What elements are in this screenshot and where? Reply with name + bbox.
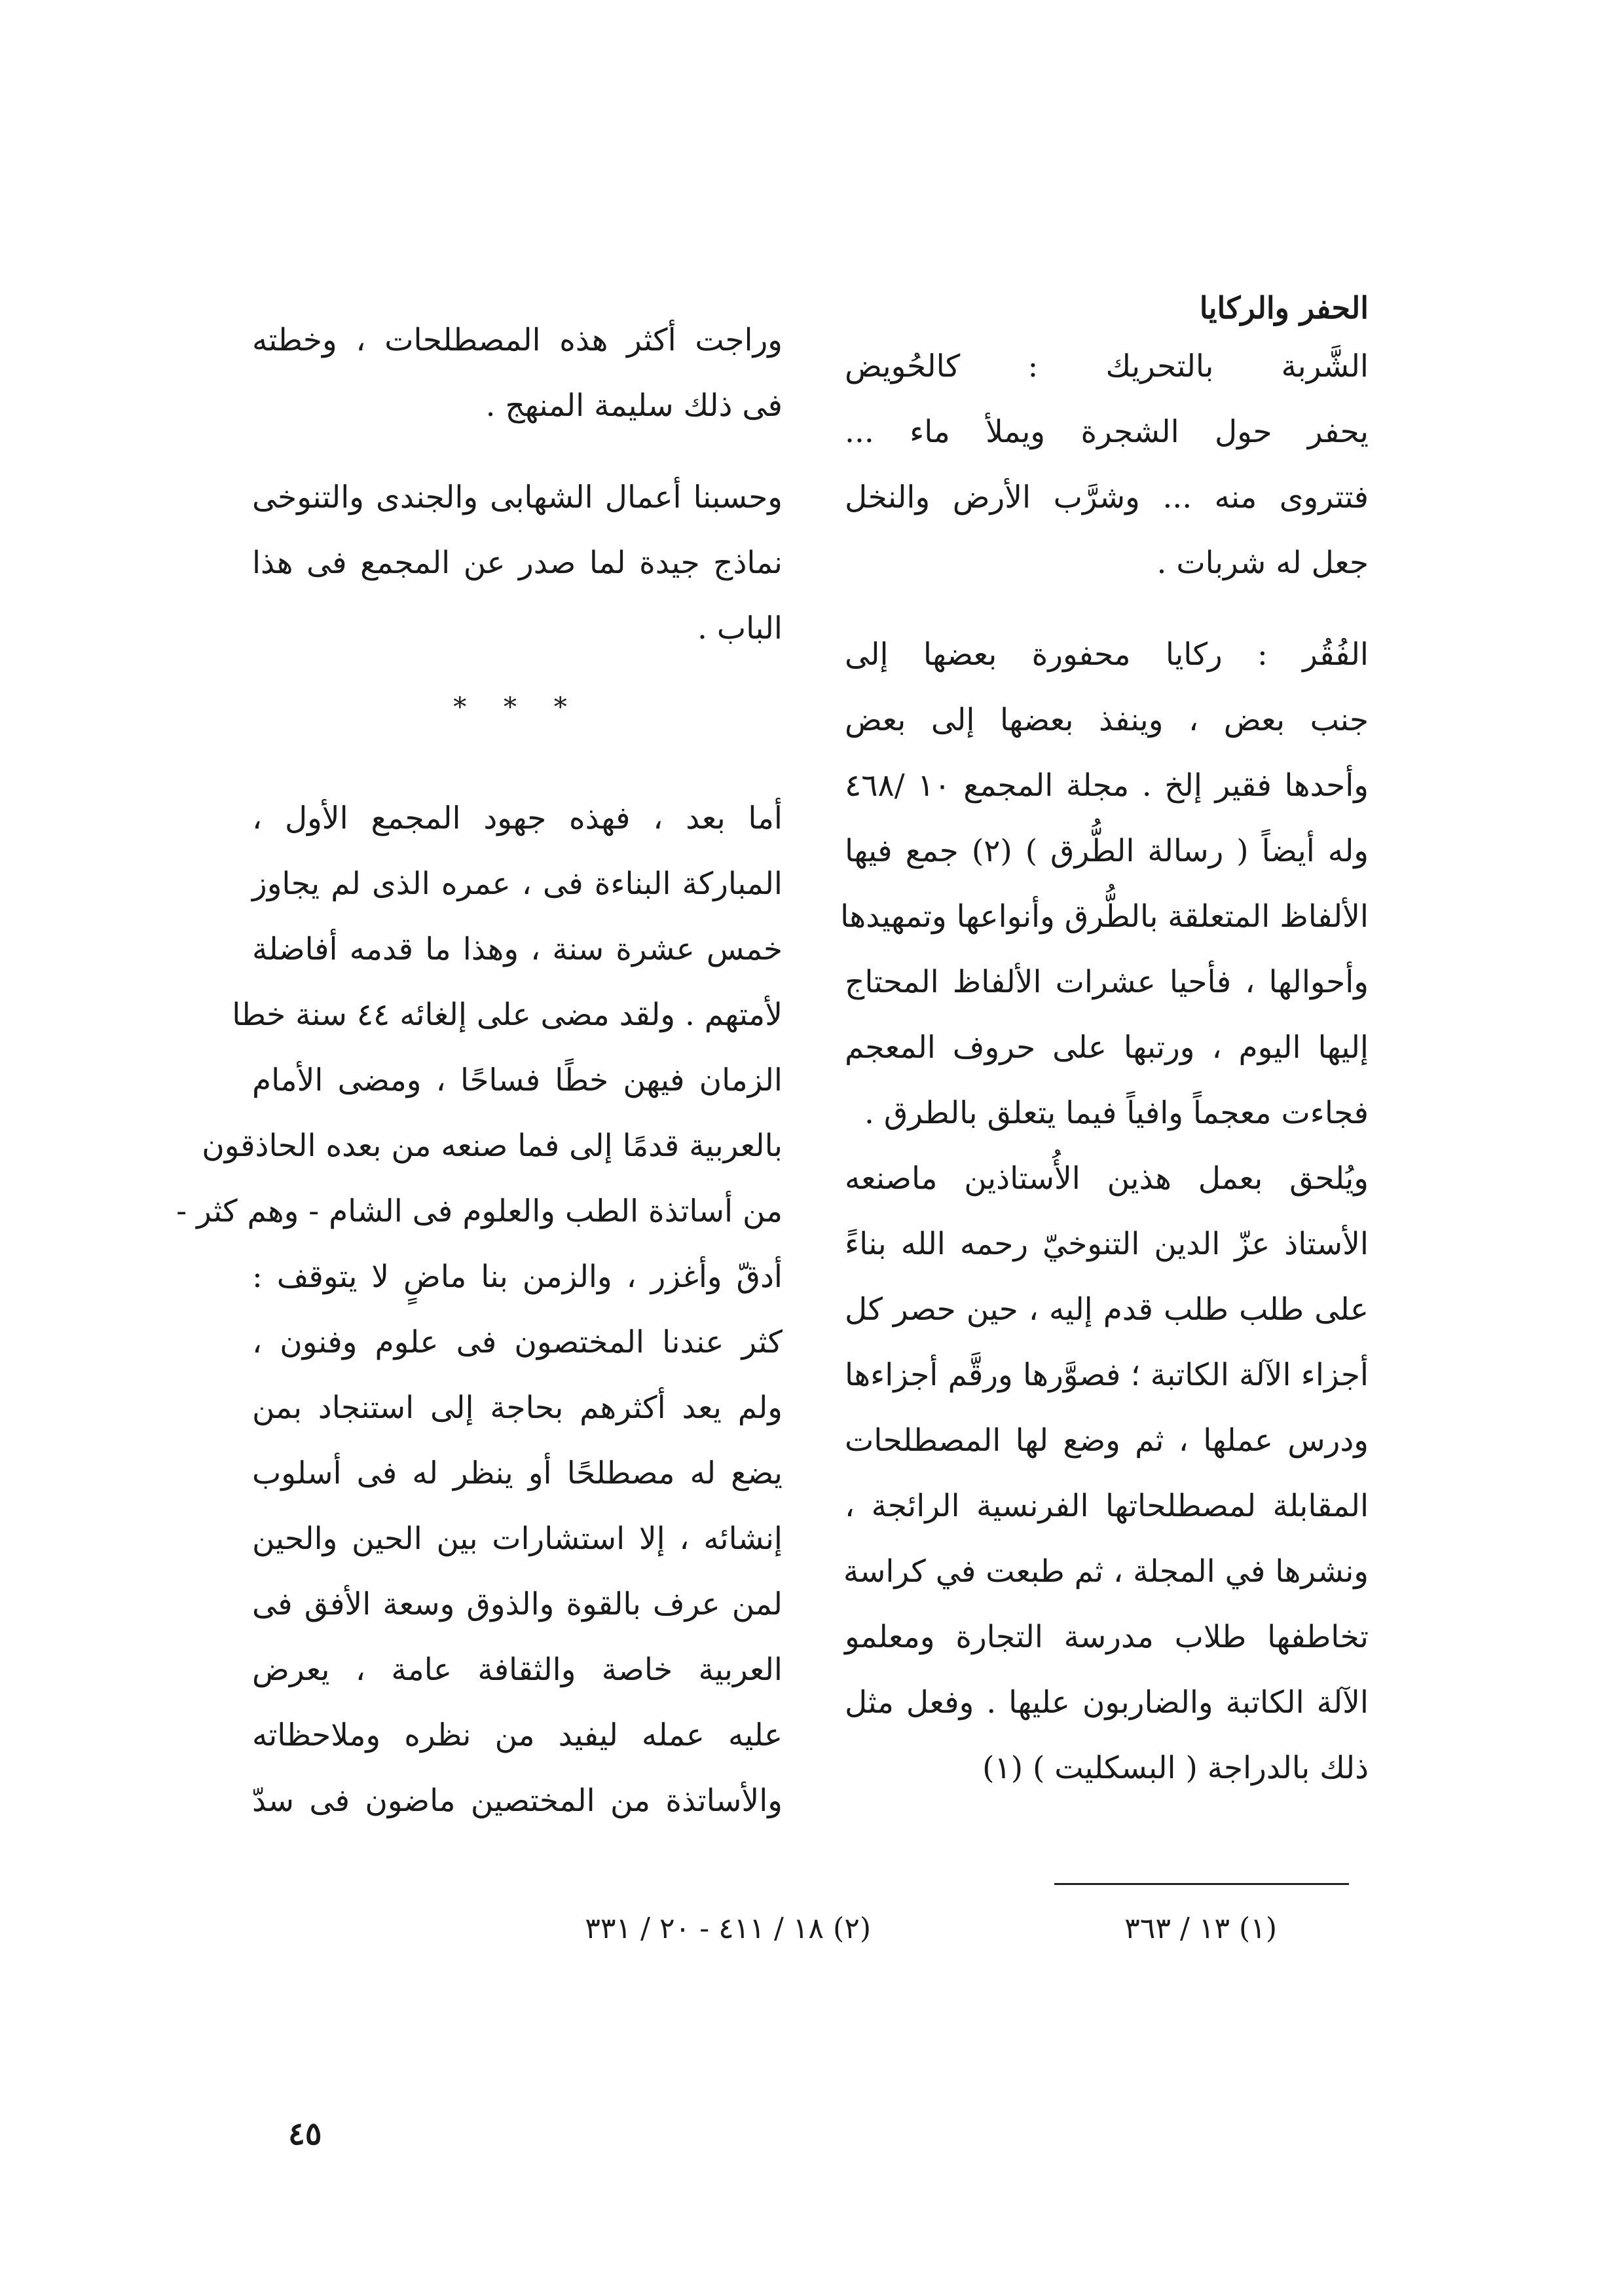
text-line: أجزاء الآلة الكاتبة ؛ فصوَّرها ورقَّم أجزاءها (845, 1357, 1369, 1393)
footnote-rule (1054, 1883, 1349, 1885)
text-line: ذلك بالدراجة ( البسكليت ) (١) (982, 1750, 1369, 1786)
footnote-2: (٢) ١٨ / ٤١١ - ٢٠ / ٣٣١ (585, 1912, 871, 1945)
text-line: تخاطفها طلاب مدرسة التجارة ومعلمو (845, 1619, 1369, 1655)
text-line: خمس عشرة سنة ، وهذا ما قدمه أفاضلة (252, 931, 783, 967)
text-line: وحسبنا أعمال الشهابى والجندى والتنوخى (252, 479, 783, 515)
section-separator: * * * (453, 692, 581, 722)
text-line: من أساتذة الطب والعلوم فى الشام - وهم كثر - (176, 1193, 783, 1229)
text-line: أدقّ وأغزر ، والزمن بنا ماضٍ لا يتوقف : (252, 1259, 783, 1295)
text-line: لمن عرف بالقوة والذوق وسعة الأفق فى (252, 1586, 783, 1622)
text-line: الشَّربة بالتحريك : كالحُويض (845, 348, 1369, 384)
text-line: الآلة الكاتبة والضاربون عليها . وفعل مثل (845, 1685, 1369, 1721)
text-line: إليها اليوم ، ورتبها على حروف المعجم (845, 1030, 1369, 1066)
text-line: ونشرها في المجلة ، ثم طبعت في كراسة (843, 1554, 1369, 1590)
page-number: ٤٥ (288, 2116, 322, 2152)
text-line: كثر عندنا المختصون فى علوم وفنون ، (252, 1324, 783, 1360)
left-column (176, 308, 783, 1834)
text-line: الزمان فيهن خطًا فساحًا ، ومضى الأمام (252, 1062, 783, 1098)
text-line: ودرس عملها ، ثم وضع لها المصطلحات (845, 1423, 1369, 1459)
text-line: ويُلحق بعمل هذين الأُستاذين ماصنعه (845, 1161, 1369, 1197)
text-line: وأحدها فقير إلخ . مجلة المجمع ١٠ /٤٦٨ (845, 768, 1369, 804)
text-line: جنب بعض ، وينفذ بعضها إلى بعض (845, 702, 1369, 738)
text-line: عليه عمله ليفيد من نظره وملاحظاته (252, 1717, 783, 1753)
text-line: والأساتذة من المختصين ماضون فى سدّ (252, 1783, 783, 1819)
text-line: الألفاظ المتعلقة بالطُّرق وأنواعها وتمهيدها (840, 899, 1369, 935)
text-line: ولم يعد أكثرهم بحاجة إلى استنجاد بمن (252, 1390, 783, 1426)
text-line: وأحوالها ، فأحيا عشرات الألفاظ المحتاج (845, 964, 1369, 1000)
text-line: المقابلة لمصطلحاتها الفرنسية الرائجة ، (845, 1488, 1369, 1524)
section-heading: الحفر والركايا (1199, 290, 1369, 326)
text-line: يحفر حول الشجرة ويملأ ماء ... (845, 414, 1369, 450)
text-line: نماذج جيدة لما صدر عن المجمع فى هذا (252, 545, 783, 581)
text-line: بالعربية قدمًا إلى فما صنعه من بعده الحاذقون (202, 1128, 783, 1164)
text-line: الأستاذ عزّ الدين التنوخيّ رحمه الله بناءً (845, 1226, 1369, 1262)
paragraph-gap (252, 439, 783, 465)
text-line: جعل له شربات . (1156, 545, 1369, 581)
footnote-1: (١) ١٣ / ٣٦٣ (1124, 1912, 1277, 1945)
text-line: المباركة البناءة فى ، عمره الذى لم يجاوز (252, 866, 783, 902)
text-line: وراجت أكثر هذه المصطلحات ، وخطته (252, 322, 783, 358)
paragraph-gap (845, 596, 1369, 622)
text-line: فتتروى منه ... وشرَّب الأرض والنخل (845, 479, 1369, 515)
text-line: الباب . (697, 610, 783, 646)
text-line: فجاءت معجماً وافياً فيما يتعلق بالطرق . (864, 1095, 1369, 1131)
text-line: يضع له مصطلحًا أو ينظر له فى أسلوب (252, 1455, 783, 1491)
text-line: فى ذلك سليمة المنهج . (485, 388, 783, 424)
text-line: الفُقُر : ركايا محفورة بعضها إلى (845, 637, 1369, 673)
text-line: العربية خاصة والثقافة عامة ، يعرض (252, 1652, 783, 1688)
right-column (840, 288, 1369, 1801)
text-line: لأمتهم . ولقد مضى على إلغائه ٤٤ سنة خطا (232, 997, 783, 1033)
text-line: على طلب طلب قدم إليه ، حين حصر كل (845, 1292, 1369, 1328)
text-line: وله أيضاً ( رسالة الطُّرق ) (٢) جمع فيها (845, 833, 1369, 869)
text-line: إنشائه ، إلا استشارات بين الحين والحين (252, 1521, 783, 1557)
text-line: أما بعد ، فهذه جهود المجمع الأول ، (252, 800, 783, 836)
